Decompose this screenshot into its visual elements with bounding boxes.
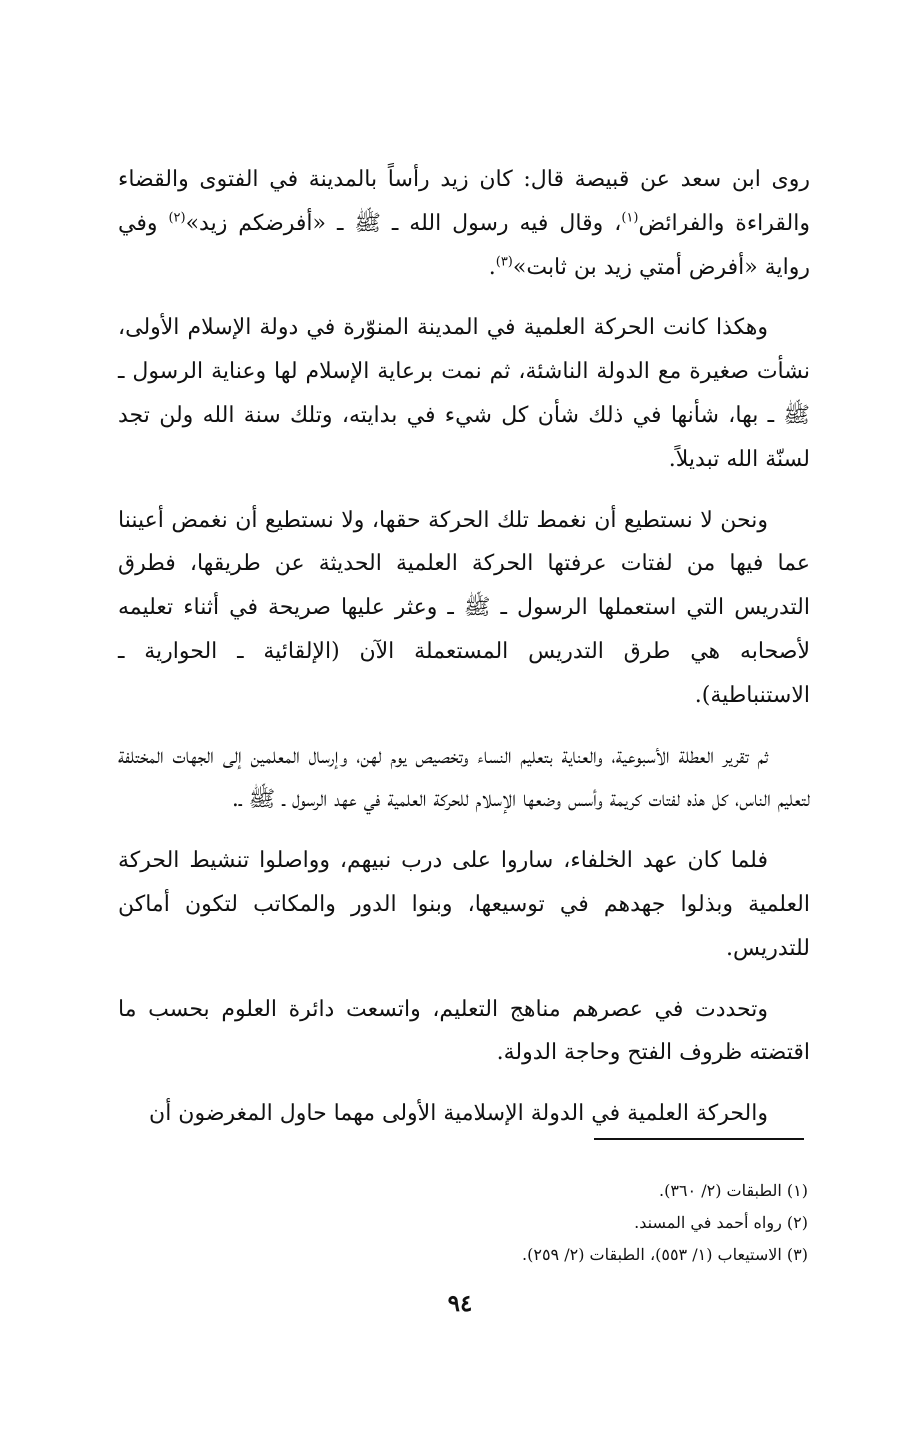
footnote-1: (١) الطبقات (٢/ ٣٦٠).: [659, 1181, 808, 1200]
paragraph-1-text-d: .: [488, 254, 496, 280]
paragraph-1-text-c: وفي رواية «أفرض أمتي زيد بن ثابت»: [118, 210, 810, 280]
paragraph-3: ونحن لا نستطيع أن نغمط تلك الحركة حقها، ولا نستطيع أن نغمض أعيننا عما فيها من لفتات عرفتها الحركة العلمية الحديثة عن طريقها، فطرق التدريس التي استعملها الرسول ـ ﷺ ـ وعثر عليها صريحة في أثناء تعليمه لأصحابه هي طرق التدريس المستعملة الآن (الإلقائية ـ الحوارية ـ الاستنباطية).: [118, 507, 810, 708]
footnote-ref-1: (١): [621, 210, 639, 226]
paragraph-2: وهكذا كانت الحركة العلمية في المدينة المنوّرة في دولة الإسلام الأولى، نشأت صغيرة مع الدولة الناشئة، ثم نمت برعاية الإسلام لها وعناية الرسول ـ ﷺ ـ بها، شأنها في ذلك شأن كل شيء في بدايته، وتلك سنة الله ولن تجد لسنّة الله تبديلاً.: [118, 315, 810, 472]
paragraph-6: وتحددت في عصرهم مناهج التعليم، واتسعت دائرة العلوم بحسب ما اقتضته ظروف الفتح وحاجة الدولة.: [118, 996, 810, 1066]
paragraph-1-text-b: ، وقال فيه رسول الله ـ ﷺ ـ «أفرضكم زيد»: [185, 210, 622, 236]
paragraph-4: ثم تقرير العطلة الأسبوعية، والعناية بتعليم النساء وتخصيص يوم لهن، وإرسال المعلمين إلى الجهات المختلفة لتعليم الناس، كل هذه لفتات كريمة وأسس وضعها الإسلام للحركة العلمية في عهد الرسول ـ ﷺ ـ.: [118, 743, 810, 813]
footnote-3: (٣) الاستيعاب (١/ ٥٥٣)، الطبقات (٢/ ٢٥٩).: [522, 1245, 808, 1264]
paragraph-1: [118, 158, 810, 289]
paragraph-5: فلما كان عهد الخلفاء، ساروا على درب نبيهم، وواصلوا تنشيط الحركة العلمية وبذلوا جهدهم في توسيعها، وبنوا الدور والمكاتب لتكون أماكن للتدريس.: [118, 848, 810, 961]
page-number: ٩٤: [447, 1290, 473, 1317]
footnotes: [118, 1179, 808, 1275]
footnote-ref-2: (٢): [168, 210, 186, 226]
footnote-ref-3: (٣): [495, 254, 513, 270]
footnote-2: (٢) رواه أحمد في المسند.: [634, 1213, 808, 1232]
footnote-divider: [594, 1138, 804, 1140]
paragraph-7: والحركة العلمية في الدولة الإسلامية الأولى مهما حاول المغرضون أن: [149, 1101, 768, 1127]
main-text: [118, 158, 810, 1153]
paragraph-1-text-a: روى ابن سعد عن قبيصة قال: كان زيد رأساً بالمدينة في الفتوى والقضاء والقراءة والفرائض: [118, 167, 810, 236]
